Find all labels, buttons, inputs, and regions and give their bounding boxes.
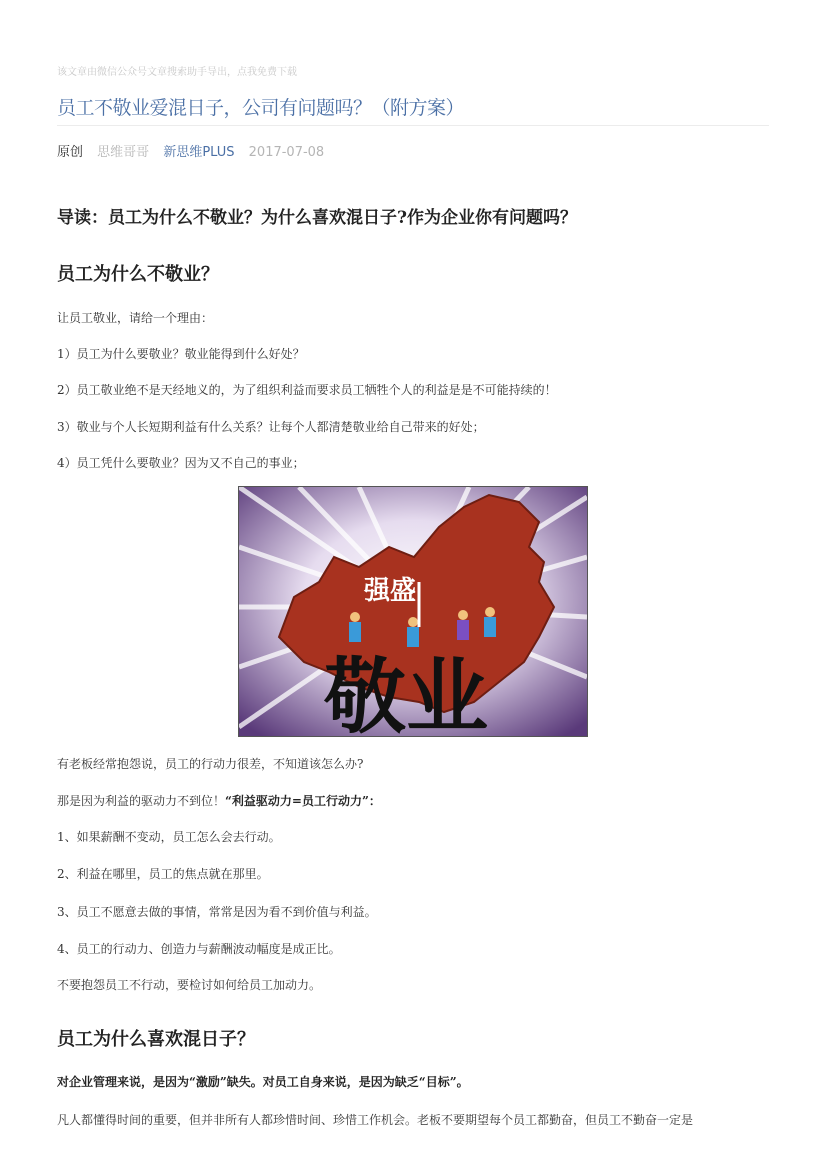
author-name: 思维哥哥 — [97, 145, 150, 160]
account-link[interactable]: 新思维PLUS — [163, 145, 235, 160]
paragraph — [57, 792, 381, 809]
paragraph: 不要抱怨员工不行动，要检讨如何给员工加动力。 — [57, 978, 322, 992]
article-image — [238, 486, 588, 737]
publish-date: 2017-07-08 — [248, 145, 325, 160]
paragraph-bold-line — [57, 1073, 469, 1090]
section1-heading: 员工为什么不敬业？ — [57, 264, 219, 285]
paragraph: 凡人都懂得时间的重要，但并非所有人都珍惜时间、珍惜工作机会。老板不要期望每个员工都勤奋，但员工不勤奋一定是 — [57, 1113, 694, 1127]
list-item: 4、员工的行动力、创造力与薪酬波动幅度是成正比。 — [57, 942, 341, 956]
list-item: 1、如果薪酬不变动，员工怎么会去行动。 — [57, 830, 281, 844]
image-caption-top: 强盛 — [364, 576, 417, 606]
original-badge: 原创 — [57, 145, 84, 160]
section1-intro: 让员工敬业，请给一个理由： — [57, 311, 214, 325]
section2-heading: 员工为什么喜欢混日子？ — [57, 1029, 255, 1050]
list-item: 3、员工不愿意去做的事情，常常是因为看不到价值与利益。 — [57, 905, 377, 919]
image-caption-big: 敬业 — [324, 650, 489, 736]
list-item: 1）员工为什么要敬业？敬业能得到什么好处？ — [57, 347, 305, 361]
lead-heading: 导读：员工为什么不敬业？为什么喜欢混日子?作为企业你有问题吗？ — [57, 208, 577, 228]
paragraph-bold: “利益驱动力=员工行动力”： — [225, 794, 381, 808]
export-note-link[interactable]: 该文章由微信公众号文章搜索助手导出，点我免费下载 — [57, 67, 297, 78]
list-item: 2、利益在哪里，员工的焦点就在那里。 — [57, 867, 269, 881]
list-item: 4）员工凭什么要敬业？因为又不自己的事业； — [57, 456, 305, 470]
title-divider — [57, 125, 769, 126]
list-item: 3）敬业与个人长短期利益有什么关系？让每个人都清楚敬业给自己带来的好处； — [57, 420, 485, 434]
article-meta — [57, 141, 334, 160]
paragraph-text: 那是因为利益的驱动力不到位！ — [57, 794, 226, 808]
list-item: 2）员工敬业绝不是天经地义的，为了组织利益而要求员工牺牲个人的利益是是不可能持续的！ — [57, 383, 557, 397]
bold-text: 对企业管理来说，是因为“激励”缺失。对员工自身来说，是因为缺乏“目标”。 — [57, 1075, 469, 1089]
paragraph: 有老板经常抱怨说，员工的行动力很差，不知道该怎么办? — [57, 757, 364, 771]
article-title: 员工不敬业爱混日子，公司有问题吗？（附方案） — [57, 97, 465, 119]
